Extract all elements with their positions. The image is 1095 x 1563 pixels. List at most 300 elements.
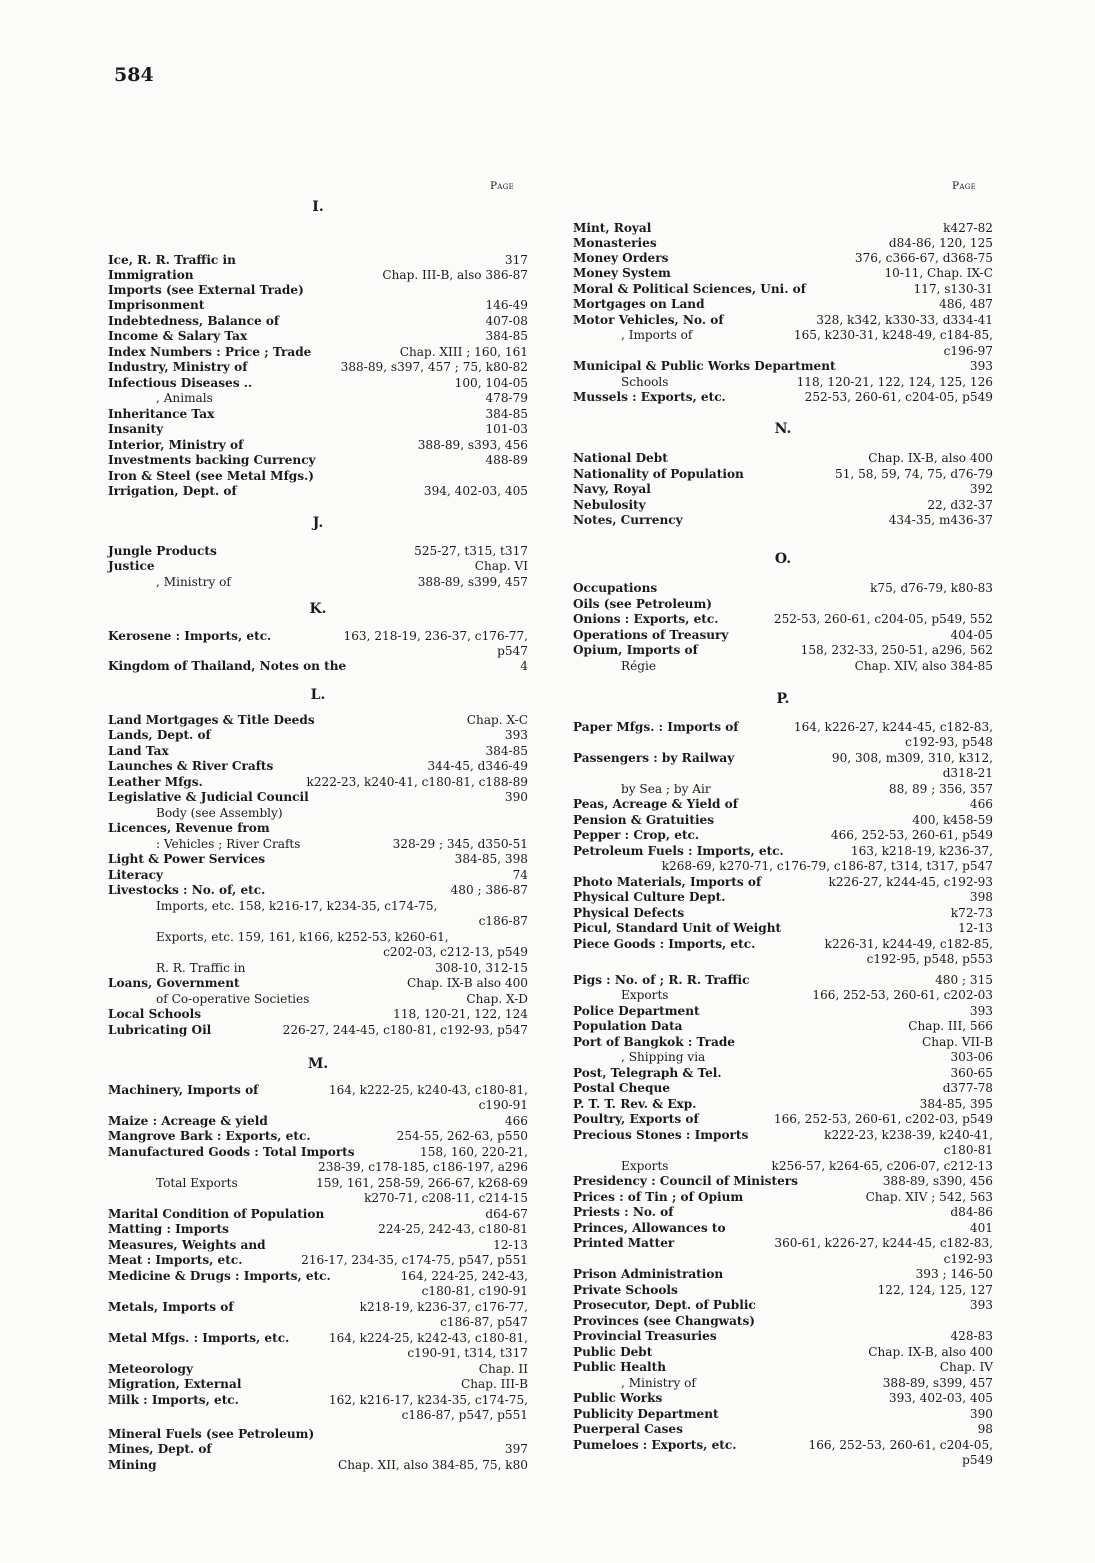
entry-term: : Vehicles ; River Crafts: [156, 837, 301, 851]
entry-term: Mineral Fuels (see Petroleum): [108, 1427, 315, 1441]
index-entry: [573, 658, 993, 674]
entry-term: R. R. Traffic in: [156, 961, 246, 975]
entry-term: Light & Power Services: [108, 852, 266, 866]
entry-pages: Chap. VI: [474, 559, 528, 573]
entry-pages: 162, k216-17, k234-35, c174-75,: [328, 1393, 528, 1407]
entry-term: Milk : Imports, etc.: [108, 1393, 239, 1407]
entry-term: Public Health: [573, 1360, 667, 1374]
entry-pages: 12-13: [493, 1238, 528, 1252]
entry-pages: 166, 252-53, 260-61, c202-03, p549: [773, 1112, 993, 1126]
entry-pages: 480 ; 315: [935, 973, 993, 987]
entry-pages: Chap. III, 566: [908, 1019, 993, 1033]
index-entry: [573, 1189, 993, 1205]
index-entry: [573, 466, 993, 482]
index-entry: [573, 765, 993, 781]
entry-pages: c190-91: [478, 1098, 528, 1112]
section-letter: L.: [310, 687, 326, 703]
entry-term: Immigration: [108, 268, 194, 282]
index-entry: [108, 252, 528, 268]
entry-term: Mussels : Exports, etc.: [573, 390, 726, 404]
entry-pages: 480 ; 386-87: [450, 883, 528, 897]
entry-pages: Chap. IX-B, also 400: [868, 451, 993, 465]
entry-term: Money Orders: [573, 251, 669, 265]
index-entry: [108, 483, 528, 499]
index-entry: [573, 481, 993, 497]
entry-term: Monasteries: [573, 236, 657, 250]
entry-term: Opium, Imports of: [573, 643, 698, 657]
index-entry: [108, 543, 528, 559]
index-entry: [573, 1297, 993, 1313]
index-entry: [108, 944, 528, 960]
index-entry: [108, 882, 528, 898]
entry-term: Marital Condition of Population: [108, 1207, 325, 1221]
entry-term: Indebtedness, Balance of: [108, 314, 280, 328]
entry-pages: 216-17, 234-35, c174-75, p547, p551: [301, 1253, 528, 1267]
entry-pages: 393, 402-03, 405: [888, 1391, 993, 1405]
index-entry: [108, 1330, 528, 1346]
entry-pages: 146-49: [485, 298, 528, 312]
entry-term: , Imports of: [621, 328, 693, 342]
entry-pages: 384-85, 395: [919, 1097, 993, 1111]
entry-pages: 466: [969, 797, 993, 811]
entry-pages: 117, s130-31: [913, 282, 993, 296]
index-entry: [108, 960, 528, 976]
index-entry: [108, 805, 528, 821]
index-entry: [108, 282, 528, 298]
entry-term: Local Schools: [108, 1007, 202, 1021]
entry-term: Imprisonment: [108, 298, 205, 312]
section-letter: J.: [312, 515, 324, 531]
entry-term: Oils (see Petroleum): [573, 597, 712, 611]
entry-term: Inheritance Tax: [108, 407, 215, 421]
index-entry: [108, 1237, 528, 1253]
index-entry: [573, 1111, 993, 1127]
entry-term: Income & Salary Tax: [108, 329, 248, 343]
section-letter: N.: [774, 421, 792, 437]
index-entry: [108, 712, 528, 728]
entry-pages: 401: [969, 1221, 993, 1235]
entry-term: Land Tax: [108, 744, 169, 758]
entry-pages: p549: [962, 1453, 993, 1467]
entry-term: Pension & Gratuities: [573, 813, 715, 827]
entry-pages: k72-73: [950, 906, 993, 920]
entry-pages: c192-93, p548: [905, 735, 993, 749]
index-entry: [573, 1127, 993, 1143]
index-entry: [108, 406, 528, 422]
entry-term: Imports (see External Trade): [108, 283, 304, 297]
entry-pages: 393: [504, 728, 528, 742]
index-entry: [108, 421, 528, 437]
entry-pages: 252-53, 260-61, c204-05, p549, 552: [773, 612, 993, 626]
entry-term: Lubricating Oil: [108, 1023, 212, 1037]
entry-pages: 388-89, s399, 457: [417, 575, 528, 589]
entry-term: Industry, Ministry of: [108, 360, 248, 374]
index-entry: [573, 1173, 993, 1189]
index-entry: [108, 628, 528, 644]
index-entry: [108, 359, 528, 375]
entry-term: Meat : Imports, etc.: [108, 1253, 243, 1267]
entry-term: Precious Stones : Imports: [573, 1128, 749, 1142]
entry-term: of Co-operative Societies: [156, 992, 310, 1006]
entry-pages: 4: [520, 659, 528, 673]
index-entry: [108, 1457, 528, 1473]
entry-pages: 388-89, s390, 456: [882, 1174, 993, 1188]
entry-term: Printed Matter: [573, 1236, 675, 1250]
index-entry: [108, 836, 528, 852]
entry-term: Leather Mfgs.: [108, 775, 203, 789]
index-entry: [108, 1376, 528, 1392]
index-entry: [573, 951, 993, 967]
entry-pages: 486, 487: [939, 297, 993, 311]
entry-pages: 428-83: [950, 1329, 993, 1343]
entry-term: P. T. T. Rev. & Exp.: [573, 1097, 697, 1111]
entry-pages: 360-61, k226-27, k244-45, c182-83,: [774, 1236, 993, 1250]
index-entry: [573, 1065, 993, 1081]
entry-pages: c192-93: [943, 1252, 993, 1266]
entry-pages: 166, 252-53, 260-61, c204-05,: [808, 1438, 993, 1452]
index-entry: [573, 1204, 993, 1220]
entry-term: Petroleum Fuels : Imports, etc.: [573, 844, 784, 858]
entry-pages: d84-86, 120, 125: [888, 236, 993, 250]
index-entry: [573, 265, 993, 281]
entry-term: Onions : Exports, etc.: [573, 612, 719, 626]
entry-pages: 118, 120-21, 122, 124, 125, 126: [796, 375, 993, 389]
entry-pages: 466, 252-53, 260-61, p549: [830, 828, 993, 842]
index-entry: [573, 1235, 993, 1251]
index-entry: [573, 358, 993, 374]
entry-pages: 376, c366-67, d368-75: [854, 251, 993, 265]
entry-pages: 308-10, 312-15: [435, 961, 528, 975]
index-entry: [573, 796, 993, 812]
entry-pages: d377-78: [942, 1081, 993, 1095]
index-entry: [573, 1437, 993, 1453]
entry-term: Picul, Standard Unit of Weight: [573, 921, 782, 935]
index-entry: [108, 1252, 528, 1268]
entry-pages: 122, 124, 125, 127: [877, 1283, 993, 1297]
entry-term: Maize : Acreage & yield: [108, 1114, 268, 1128]
entry-pages: 384-85, 398: [454, 852, 528, 866]
entry-term: Mangrove Bark : Exports, etc.: [108, 1129, 311, 1143]
entry-term: Port of Bangkok : Trade: [573, 1035, 735, 1049]
index-entry: [573, 627, 993, 643]
entry-term: Manufactured Goods : Total Imports: [108, 1145, 355, 1159]
entry-pages: c196-97: [943, 344, 993, 358]
entry-pages: 10-11, Chap. IX-C: [884, 266, 993, 280]
entry-pages: Chap. XIII ; 160, 161: [399, 345, 528, 359]
entry-term: Passengers : by Railway: [573, 751, 735, 765]
entry-term: Body (see Assembly): [156, 806, 283, 820]
entry-term: Kerosene : Imports, etc.: [108, 629, 272, 643]
entry-term: Municipal & Public Works Department: [573, 359, 836, 373]
entry-term: Prison Administration: [573, 1267, 724, 1281]
entry-pages: 303-06: [950, 1050, 993, 1064]
entry-pages: Chap. XIV, also 384-85: [854, 659, 993, 673]
entry-term: Imports, etc. 158, k216-17, k234-35, c174-75,: [156, 899, 438, 913]
entry-term: Nebulosity: [573, 498, 646, 512]
entry-pages: c186-87, p547: [440, 1315, 528, 1329]
entry-pages: Chap. III-B: [461, 1377, 528, 1391]
entry-term: Jungle Products: [108, 544, 217, 558]
entry-pages: 384-85: [485, 744, 528, 758]
index-entry: [573, 374, 993, 390]
entry-term: Poultry, Exports of: [573, 1112, 699, 1126]
entry-pages: 393: [969, 1004, 993, 1018]
entry-term: Operations of Treasury: [573, 628, 729, 642]
entry-pages: 400, k458-59: [912, 813, 993, 827]
index-entry: [573, 296, 993, 312]
entry-term: Mint, Royal: [573, 221, 652, 235]
entry-pages: k256-57, k264-65, c206-07, c212-13: [771, 1159, 993, 1173]
entry-pages: c192-95, p548, p553: [866, 952, 993, 966]
index-entry: [573, 1034, 993, 1050]
entry-pages: 388-89, s399, 457: [882, 1376, 993, 1390]
entry-pages: 360-65: [950, 1066, 993, 1080]
index-entry: [108, 1407, 528, 1423]
index-entry: [108, 390, 528, 406]
index-entry: [108, 437, 528, 453]
entry-term: Literacy: [108, 868, 163, 882]
entry-pages: 252-53, 260-61, c204-05, p549: [804, 390, 993, 404]
entry-pages: Chap. III-B, also 386-87: [382, 268, 528, 282]
entry-term: Total Exports: [156, 1176, 238, 1190]
entry-pages: 344-45, d346-49: [427, 759, 528, 773]
entry-pages: 393: [969, 359, 993, 373]
index-entry: [108, 1144, 528, 1160]
entry-term: Ice, R. R. Traffic in: [108, 253, 236, 267]
index-entry: [573, 235, 993, 251]
index-entry: [573, 1421, 993, 1437]
entry-pages: 404-05: [950, 628, 993, 642]
entry-term: , Animals: [156, 391, 213, 405]
entry-term: Provincial Treasuries: [573, 1329, 717, 1343]
index-entry: [108, 328, 528, 344]
entry-pages: Chap. X-C: [466, 713, 528, 727]
entry-term: Metal Mfgs. : Imports, etc.: [108, 1331, 290, 1345]
entry-pages: Chap. IX-B, also 400: [868, 1345, 993, 1359]
entry-pages: 466: [504, 1114, 528, 1128]
entry-pages: 98: [977, 1422, 993, 1436]
entry-pages: k226-27, k244-45, c192-93: [828, 875, 993, 889]
entry-pages: 159, 161, 258-59, 266-67, k268-69: [316, 1176, 528, 1190]
index-entry: [108, 658, 528, 674]
entry-pages: 101-03: [485, 422, 528, 436]
entry-pages: 397: [504, 1442, 528, 1456]
entry-pages: 118, 120-21, 122, 124: [393, 1007, 528, 1021]
index-entry: [573, 1266, 993, 1282]
entry-term: Livestocks : No. of, etc.: [108, 883, 266, 897]
index-entry: [573, 719, 993, 735]
entry-pages: 166, 252-53, 260-61, c202-03: [812, 988, 993, 1002]
entry-pages: 525-27, t315, t317: [414, 544, 528, 558]
entry-pages: Chap. XIV ; 542, 563: [865, 1190, 993, 1204]
index-entry: [108, 774, 528, 790]
index-entry: [108, 820, 528, 836]
entry-pages: 388-89, s397, 457 ; 75, k80-82: [340, 360, 528, 374]
index-entry: [108, 758, 528, 774]
entry-term: Prosecutor, Dept. of Public: [573, 1298, 756, 1312]
entry-term: Machinery, Imports of: [108, 1083, 259, 1097]
index-entry: [108, 1221, 528, 1237]
entry-pages: 254-55, 262-63, p550: [396, 1129, 528, 1143]
index-entry: [108, 1426, 528, 1442]
index-entry: [573, 1220, 993, 1236]
entry-pages: 407-08: [485, 314, 528, 328]
entry-pages: 226-27, 244-45, c180-81, c192-93, p547: [282, 1023, 528, 1037]
entry-pages: c180-81, c190-91: [421, 1284, 528, 1298]
entry-term: Metals, Imports of: [108, 1300, 234, 1314]
index-entry: [108, 468, 528, 484]
entry-pages: c186-87, p547, p551: [401, 1408, 528, 1422]
entry-pages: p547: [497, 644, 528, 658]
index-entry: [573, 450, 993, 466]
entry-term: Police Department: [573, 1004, 700, 1018]
index-entry: [573, 843, 993, 859]
entry-pages: Chap. X-D: [466, 992, 528, 1006]
index-entry: [573, 580, 993, 596]
index-entry: [573, 343, 993, 359]
entry-term: Loans, Government: [108, 976, 240, 990]
entry-pages: 384-85: [485, 407, 528, 421]
entry-term: Private Schools: [573, 1283, 678, 1297]
index-entry: [573, 1018, 993, 1034]
entry-pages: c180-81: [943, 1143, 993, 1157]
index-entry: [573, 596, 993, 612]
entry-term: Exports: [621, 1159, 669, 1173]
entry-term: Public Debt: [573, 1345, 653, 1359]
entry-term: Land Mortgages & Title Deeds: [108, 713, 315, 727]
entry-term: Pumeloes : Exports, etc.: [573, 1438, 737, 1452]
index-entry: [108, 929, 528, 945]
entry-term: Justice: [108, 559, 155, 573]
entry-term: Mortgages on Land: [573, 297, 705, 311]
entry-pages: 392: [969, 482, 993, 496]
index-entry: [573, 1452, 993, 1468]
index-entry: [573, 1406, 993, 1422]
index-entry: [108, 975, 528, 991]
entry-term: Occupations: [573, 581, 658, 595]
entry-term: Notes, Currency: [573, 513, 683, 527]
index-entry: [573, 874, 993, 890]
entry-pages: c202-03, c212-13, p549: [383, 945, 528, 959]
entry-pages: 164, k224-25, k242-43, c180-81,: [328, 1331, 528, 1345]
index-entry: [573, 1313, 993, 1329]
page-column-header-right: Page: [952, 180, 977, 192]
entry-pages: 164, 224-25, 242-43,: [400, 1269, 528, 1283]
index-entry: [108, 344, 528, 360]
index-entry: [573, 1359, 993, 1375]
index-entry: [573, 389, 993, 405]
index-entry: [573, 812, 993, 828]
entry-pages: k75, d76-79, k80-83: [870, 581, 993, 595]
entry-term: Measures, Weights and: [108, 1238, 266, 1252]
entry-pages: 388-89, s393, 456: [417, 438, 528, 452]
index-entry: [573, 1096, 993, 1112]
entry-pages: Chap. VII-B: [922, 1035, 993, 1049]
index-entry: [108, 1128, 528, 1144]
entry-pages: 12-13: [958, 921, 993, 935]
entry-term: Licences, Revenue from: [108, 821, 270, 835]
entry-pages: k427-82: [943, 221, 993, 235]
index-entry: [108, 867, 528, 883]
entry-term: Schools: [621, 375, 669, 389]
entry-term: Kingdom of Thailand, Notes on the: [108, 659, 347, 673]
entry-pages: 224-25, 242-43, c180-81: [378, 1222, 528, 1236]
entry-pages: 90, 308, m309, 310, k312,: [831, 751, 993, 765]
index-entry: [108, 851, 528, 867]
entry-term: Peas, Acreage & Yield of: [573, 797, 738, 811]
entry-pages: Chap. IV: [939, 1360, 993, 1374]
index-entry: [573, 889, 993, 905]
entry-pages: 164, k222-25, k240-43, c180-81,: [328, 1083, 528, 1097]
entry-term: Physical Culture Dept.: [573, 890, 726, 904]
entry-term: Nationality of Population: [573, 467, 744, 481]
entry-pages: 22, d32-37: [927, 498, 993, 512]
entry-term: Launches & River Crafts: [108, 759, 274, 773]
index-entry: [108, 1159, 528, 1175]
index-entry: [573, 1375, 993, 1391]
section-letter: O.: [774, 551, 792, 567]
index-entry: [573, 936, 993, 952]
entry-term: Photo Materials, Imports of: [573, 875, 762, 889]
entry-pages: 317: [504, 253, 528, 267]
entry-term: Provinces (see Changwats): [573, 1314, 756, 1328]
entry-term: Medicine & Drugs : Imports, etc.: [108, 1269, 331, 1283]
entry-term: , Ministry of: [156, 575, 231, 589]
entry-term: Postal Cheque: [573, 1081, 670, 1095]
entry-term: Exports, etc. 159, 161, k166, k252-53, k260-61,: [156, 930, 449, 944]
index-entry: [573, 972, 993, 988]
entry-term: Pigs : No. of ; R. R. Traffic: [573, 973, 750, 987]
entry-pages: 238-39, c178-185, c186-197, a296: [318, 1160, 528, 1174]
index-entry: [108, 1022, 528, 1038]
entry-pages: 398: [969, 890, 993, 904]
entry-pages: 51, 58, 59, 74, 75, d76-79: [835, 467, 993, 481]
index-entry: [108, 898, 528, 914]
entry-term: Interior, Ministry of: [108, 438, 244, 452]
entry-term: Motor Vehicles, No. of: [573, 313, 724, 327]
entry-term: Index Numbers : Price ; Trade: [108, 345, 312, 359]
index-entry: [108, 452, 528, 468]
index-entry: [573, 827, 993, 843]
index-entry: [108, 727, 528, 743]
entry-pages: 74: [512, 868, 528, 882]
index-entry: [573, 905, 993, 921]
index-entry: [108, 913, 528, 929]
entry-term: Priests : No. of: [573, 1205, 674, 1219]
entry-pages: 390: [504, 790, 528, 804]
entry-pages: 328-29 ; 345, d350-51: [392, 837, 528, 851]
section-letter: P.: [776, 691, 790, 707]
entry-pages: 158, 160, 220-21,: [420, 1145, 528, 1159]
index-entry: [108, 789, 528, 805]
index-entry: [573, 781, 993, 797]
entry-term: Moral & Political Sciences, Uni. of: [573, 282, 806, 296]
entry-term: Infectious Diseases ..: [108, 376, 253, 390]
entry-term: Pepper : Crop, etc.: [573, 828, 700, 842]
entry-term: Physical Defects: [573, 906, 685, 920]
entry-pages: d318-21: [942, 766, 993, 780]
entry-pages: 163, 218-19, 236-37, c176-77,: [343, 629, 528, 643]
index-entry: [108, 313, 528, 329]
index-entry: [573, 750, 993, 766]
entry-pages: Chap. IX-B also 400: [407, 976, 528, 990]
index-entry: [573, 1390, 993, 1406]
entry-pages: k270-71, c208-11, c214-15: [364, 1191, 528, 1205]
index-entry: [108, 1392, 528, 1408]
entry-pages: Chap. II: [478, 1362, 528, 1376]
index-entry: [573, 1003, 993, 1019]
entry-term: Money System: [573, 266, 671, 280]
